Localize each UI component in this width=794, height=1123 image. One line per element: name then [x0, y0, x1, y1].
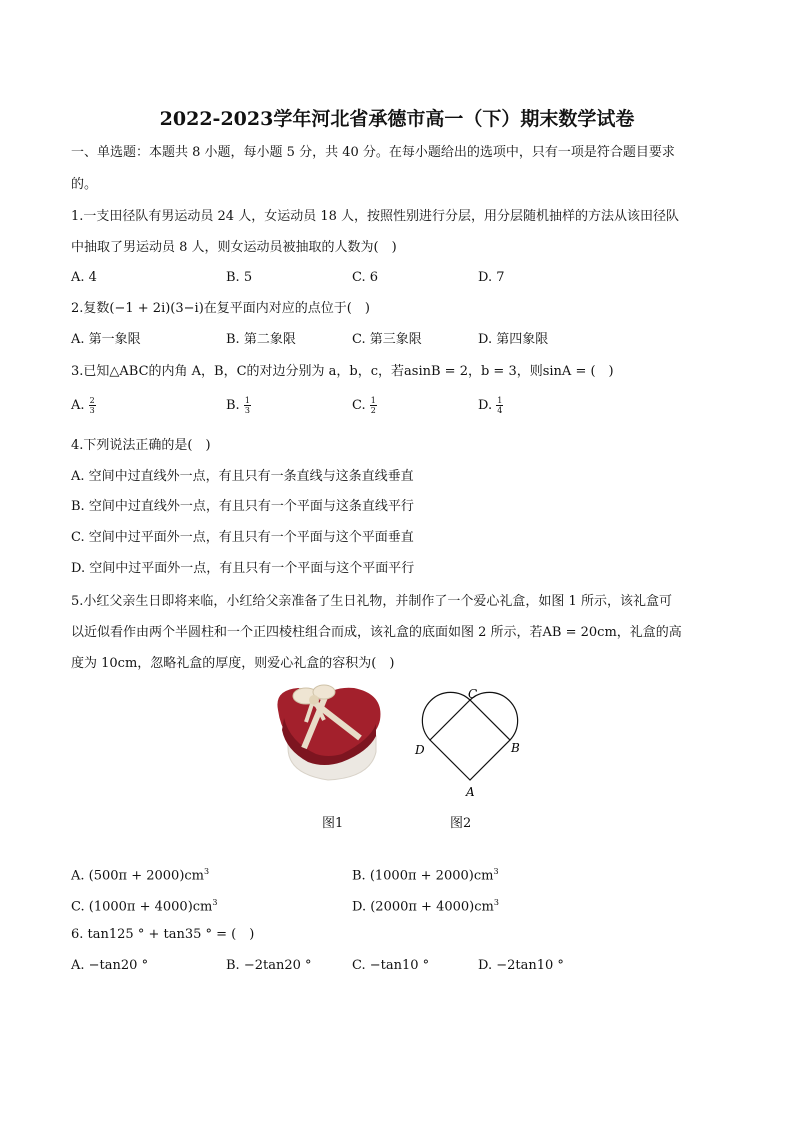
q3-option-c-label: C.	[352, 398, 366, 413]
q2-line1: 2.复数(−1 + 2i)(3−i)在复平面内对应的点位于( )	[71, 301, 370, 316]
q1-line2: 中抽取了男运动员 8 人，则女运动员被抽取的人数为( )	[71, 240, 397, 255]
q4-option-d: D. 空间中过平面外一点，有且只有一个平面与这个平面平行	[71, 561, 415, 576]
q3-option-d-label: D.	[478, 398, 493, 413]
section-heading-line2: 的。	[71, 177, 98, 192]
q3-option-d	[478, 396, 503, 416]
heart-gift-box-image	[268, 678, 392, 786]
q5-option-b: B. $(1000\pi + 2000)cm^3$	[352, 867, 499, 884]
q2-option-d: D. 第四象限	[478, 332, 549, 347]
label-b: B	[511, 741, 520, 755]
q4-option-c: C. 空间中过平面外一点，有且只有一个平面与这个平面垂直	[71, 530, 414, 545]
q3-option-b-label: B.	[226, 398, 240, 413]
figure2-caption: 图2	[450, 816, 472, 831]
q5-option-a: A. $(500\pi + 2000)cm^3$	[71, 867, 210, 884]
q3-option-d-fraction: $\frac{1}{4}$	[497, 396, 503, 415]
q3-option-a-label: A.	[71, 398, 85, 413]
q5-line3: 度为 10cm，忽略礼盒的厚度，则爱心礼盒的容积为( )	[71, 656, 395, 671]
q6-option-c: C. −tan10 °	[352, 958, 430, 973]
q3-option-b-fraction: $\frac{1}{3}$	[244, 396, 250, 415]
q6-option-a: A. −tan20 °	[71, 958, 149, 973]
q2-option-b: B. 第二象限	[226, 332, 296, 347]
page-title: 2022-2023学年河北省承德市高一（下）期末数学试卷	[159, 108, 635, 130]
q5-option-d: D. $(2000\pi + 4000)cm^3$	[352, 898, 499, 915]
q4-option-a: A. 空间中过直线外一点，有且只有一条直线与这条直线垂直	[71, 469, 414, 484]
q3-line1: 3.已知△ABC的内角 A，B，C的对边分别为 a，b，c，若asinB = 2，b = 3，则sinA = ( )	[71, 364, 614, 379]
q6-line1: 6. tan125 ° + tan35 ° = ( )	[71, 927, 255, 942]
q3-option-c	[352, 396, 377, 416]
q1-option-d: D. 7	[478, 270, 505, 285]
q5-line2: 以近似看作由两个半圆柱和一个正四棱柱组合而成，该礼盒的底面如图 2 所示，若AB = 20cm，礼盒的高	[71, 625, 682, 640]
q2-option-c: C. 第三象限	[352, 332, 422, 347]
q2-option-a: A. 第一象限	[71, 332, 141, 347]
q1-line1: 1.一支田径队有男运动员 24 人，女运动员 18 人，按照性别进行分层，用分层随机抽样的方法从该田径队	[71, 209, 680, 224]
q5-line1: 5.小红父亲生日即将来临，小红给父亲准备了生日礼物，并制作了一个爱心礼盒，如图 1 所示，该礼盒可	[71, 594, 672, 609]
q4-line1: 4.下列说法正确的是( )	[71, 438, 211, 453]
section-heading-line1: 一、单选题：本题共 8 小题，每小题 5 分，共 40 分。在每小题给出的选项中，只有一项是符合题目要求	[71, 145, 675, 160]
q1-option-b: B. 5	[226, 270, 253, 285]
q3-option-a	[71, 396, 96, 416]
q3-option-b	[226, 396, 251, 416]
q5-option-c: C. $(1000\pi + 4000)cm^3$	[71, 898, 218, 915]
label-a: A	[466, 785, 475, 799]
q3-option-c-fraction: $\frac{1}{2}$	[370, 396, 376, 415]
figure1-caption: 图1	[322, 816, 344, 831]
q6-option-d: D. −2tan10 °	[478, 958, 564, 973]
q4-option-b: B. 空间中过直线外一点，有且只有一个平面与这条直线平行	[71, 499, 414, 514]
q6-option-b: B. −2tan20 °	[226, 958, 312, 973]
heart-base-diagram	[410, 684, 528, 800]
q1-option-a: A. 4	[71, 270, 97, 285]
q1-option-c: C. 6	[352, 270, 379, 285]
label-d: D	[415, 743, 425, 757]
label-c: C	[468, 687, 478, 701]
q3-option-a-fraction: $\frac{2}{3}$	[89, 396, 95, 415]
